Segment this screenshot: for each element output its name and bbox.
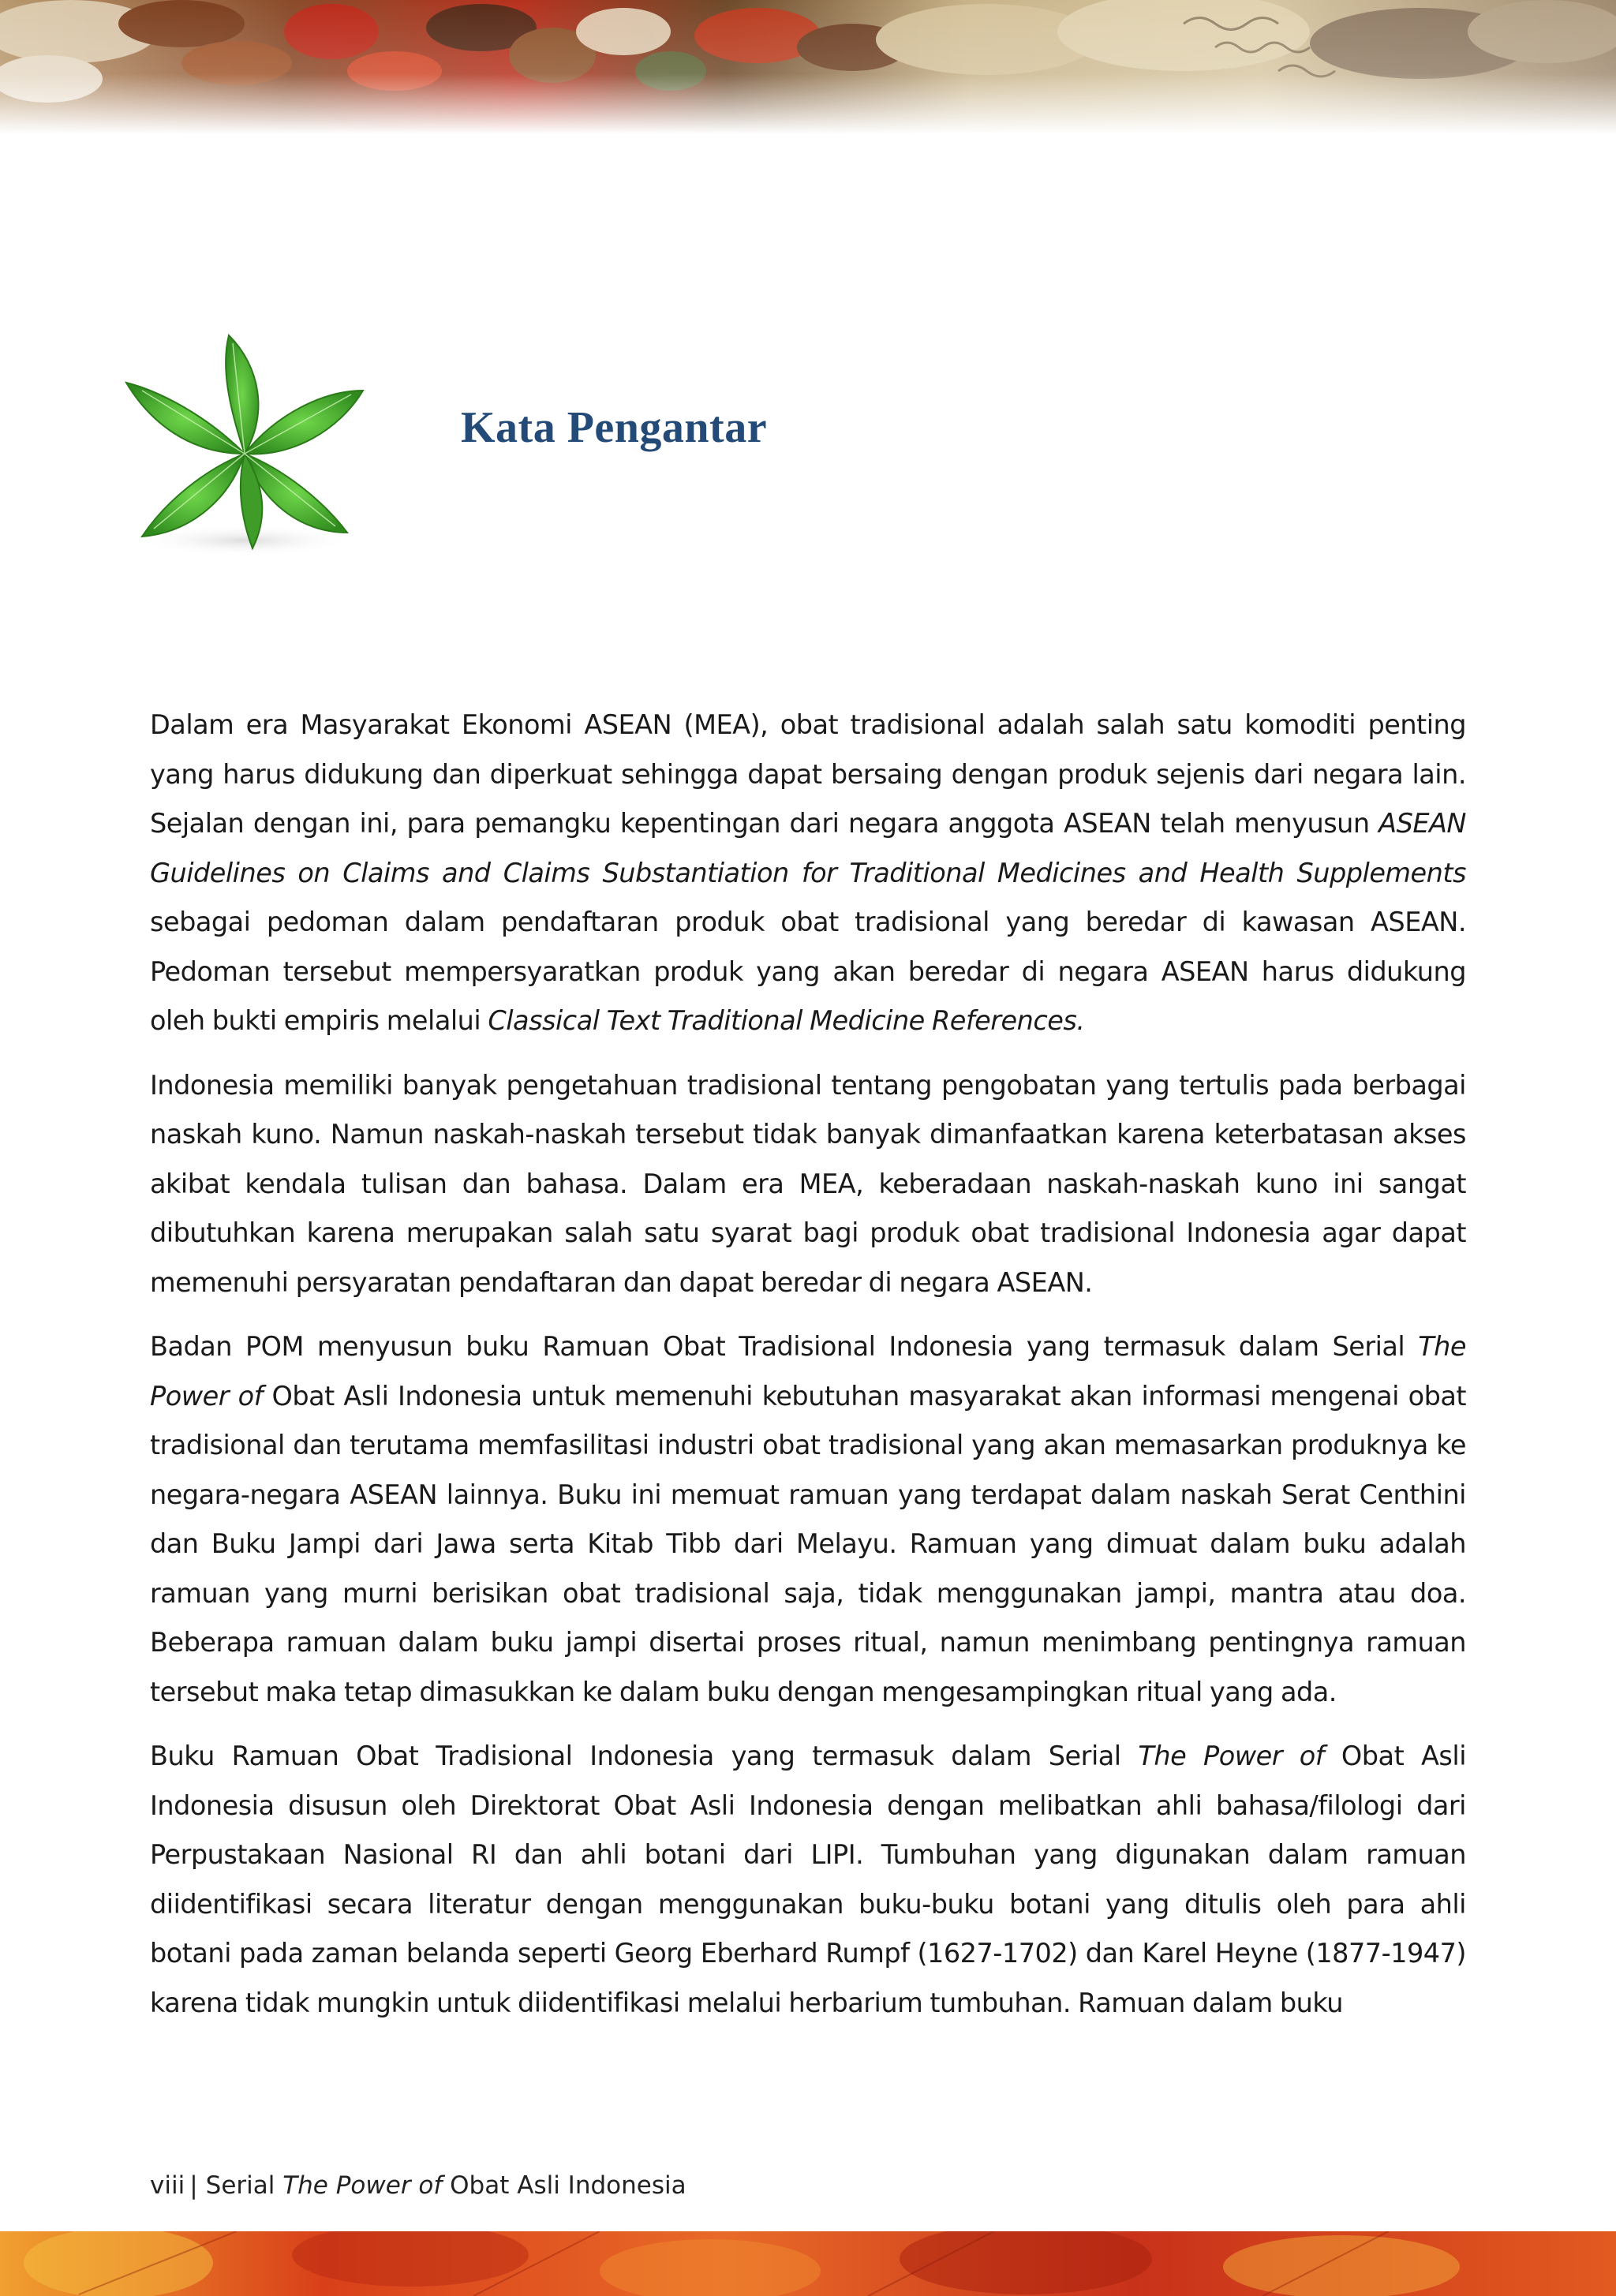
footer-series-italic: The Power of bbox=[282, 2171, 443, 2200]
paragraph-2: Indonesia memiliki banyak pengetahuan tradisional tentang pengobatan yang tertulis pada berbagai naskah kuno. Namun naskah-naskah tersebut tidak banyak dimanfaatkan karena keterbatasan akses akibat kendala tulisan dan bahasa. Dalam era MEA, keberadaan naskah-naskah kuno ini sangat dibutuhkan karena merupakan salah satu syarat bagi produk obat tradisional Indonesia agar dapat memenuhi persyaratan pendaftaran dan dapat beredar di negara ASEAN. bbox=[150, 1069, 1466, 1298]
header-banner bbox=[0, 0, 1616, 134]
paragraph-1-text-c: sebagai pedoman dalam pendaftaran produk obat tradisional yang beredar di kawasan ASEAN. Pedoman tersebut mempersyaratkan produk yang akan beredar di negara ASEAN harus didukung oleh bukti empiris melalui bbox=[150, 907, 1466, 1036]
paragraph-3-italic-series: The Power of bbox=[150, 1331, 1466, 1412]
paragraph-1 bbox=[150, 701, 1466, 1046]
paragraph-3-text-a: Badan POM menyusun buku Ramuan Obat Tradisional Indonesia yang termasuk dalam Serial bbox=[150, 1331, 1419, 1362]
paragraph-1-italic-references: Classical Text Traditional Medicine References. bbox=[488, 1005, 1085, 1036]
footer-separator: | bbox=[189, 2171, 198, 2200]
spices-banner-image bbox=[0, 0, 1616, 134]
paragraph-3 bbox=[150, 1322, 1466, 1717]
footer-series-prefix: Serial bbox=[205, 2171, 283, 2200]
footer-series-suffix: Obat Asli Indonesia bbox=[442, 2171, 686, 2200]
footer-banner bbox=[0, 2231, 1616, 2296]
paragraph-1-text-a: Dalam era Masyarakat Ekonomi ASEAN (MEA), obat tradisional adalah salah satu komoditi penting yang harus didukung dan diperkuat sehingga dapat bersaing dengan produk sejenis dari negara lain. Sejalan dengan ini, para pemangku kepentingan dari negara anggota ASEAN telah menyusun bbox=[150, 709, 1466, 839]
paragraph-1-italic-guidelines: ASEAN Guidelines on Claims and Claims Substantiation for Traditional Medicines and Health Supplements bbox=[150, 808, 1466, 888]
paragraph-4-text-c: Obat Asli Indonesia disusun oleh Direktorat Obat Asli Indonesia dengan melibatkan ahli bahasa/filologi dari Perpustakaan Nasional RI dan ahli botani dari LIPI. Tumbuhan yang digunakan dalam ramuan diidentifikasi secara literatur dengan menggunakan buku-buku botani yang ditulis oleh para ahli botani pada zaman belanda seperti Georg Eberhard Rumpf (1627-1702) dan Karel Heyne (1877-1947) karena tidak mungkin untuk diidentifikasi melalui herbarium tumbuhan. Ramuan dalam buku bbox=[150, 1741, 1467, 2018]
leaves-banner-image bbox=[0, 2231, 1616, 2296]
body-text bbox=[150, 701, 1466, 2043]
mint-leaves-icon bbox=[110, 327, 379, 564]
paragraph-3-text-c: Obat Asli Indonesia untuk memenuhi kebutuhan masyarakat akan informasi mengenai obat tradisional dan terutama memfasilitasi industri obat tradisional yang akan memasarkan produknya ke negara-negara ASEAN lainnya. Buku ini memuat ramuan yang terdapat dalam naskah Serat Centhini dan Buku Jampi dari Jawa serta Kitab Tibb dari Melayu. Ramuan yang dimuat dalam buku adalah ramuan yang murni berisikan obat tradisional saja, tidak menggunakan jampi, mantra atau doa. Beberapa ramuan dalam buku jampi disertai proses ritual, namun menimbang pentingnya ramuan tersebut maka tetap dimasukkan ke dalam buku dengan mengesampingkan ritual yang ada. bbox=[150, 1380, 1466, 1707]
paragraph-4 bbox=[150, 1732, 1466, 2028]
page-title: Kata Pengantar bbox=[461, 403, 768, 452]
paragraph-4-italic-series: The Power of bbox=[1138, 1741, 1325, 1771]
page-number: viii bbox=[150, 2171, 185, 2200]
page-footer bbox=[150, 2171, 686, 2200]
paragraph-4-text-a: Buku Ramuan Obat Tradisional Indonesia yang termasuk dalam Serial bbox=[150, 1741, 1139, 1771]
